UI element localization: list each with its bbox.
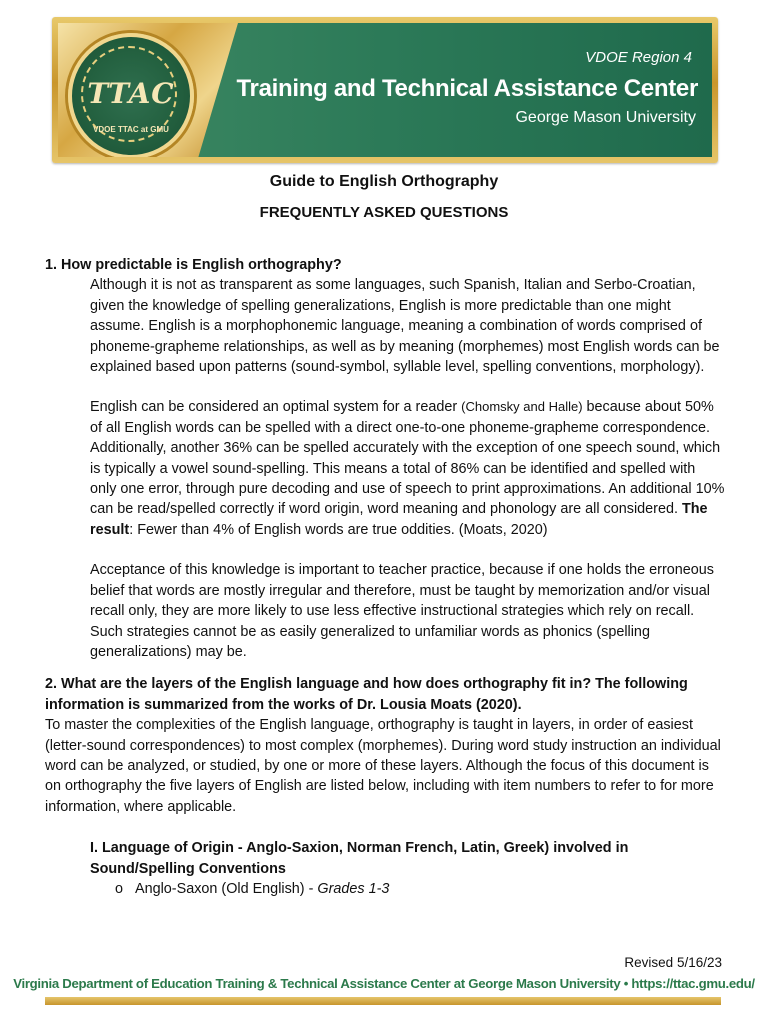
ttac-seal-logo <box>68 33 194 157</box>
list-item-text: Anglo-Saxon (Old English) - <box>135 880 318 897</box>
footer-text: Virginia Department of Education Training & Technical Assistance Center at George Mason University • https://ttac.gmu.edu/ <box>13 976 755 991</box>
q1-p2-citation: (Chomsky and Halle) <box>461 399 583 415</box>
region-label: VDOE Region 4 <box>585 49 692 66</box>
question-2-heading: 2. What are the layers of the English language and how does orthography fit in? The following information is summarized from the works of Dr. Lousia Moats (2020). <box>45 676 688 713</box>
revised-date: Revised 5/16/23 <box>624 955 722 970</box>
q1-paragraph-2 <box>45 397 725 540</box>
list-item <box>45 879 725 899</box>
q1-p2-text-c: : Fewer than 4% of English words are true oddities. (Moats, 2020) <box>129 521 548 538</box>
list-item-grades: Grades 1-3 <box>317 880 390 897</box>
q1-p2-text-b: because about 50% of all English words can be spelled with a direct one-to-one phoneme-grapheme correspondence. Additionally, another 36% can be spelled accurately with the exception of one speech sound, which is typically a vowel sound-spelling. This means a total of 86% can be identified and spelled with only one error, through pure decoding and use of speech to print approximations. An additional 10% can be read/spelled correctly if word origin, word meaning and phonology are all considered. <box>90 399 725 518</box>
q1-paragraph-1: Although it is not as transparent as some languages, such Spanish, Italian and Serbo-Croatian, given the knowledge of spelling generalizations, English is more predictable than one might assume. English is a morphophonemic language, meaning a combination of words comprised of phoneme-grapheme relationships, as well as by meaning (morphemes) most English words can be explained based upon patterns (sound-symbol, syllable level, spelling conventions, morphology). <box>90 277 720 376</box>
university-name: George Mason University <box>515 109 696 126</box>
seal-text: TTAC <box>87 77 175 110</box>
banner-background <box>58 23 712 157</box>
header-banner <box>52 17 718 163</box>
q1-p2-bold: The result <box>90 501 708 538</box>
footer-divider <box>45 997 721 1005</box>
document-body <box>45 255 725 899</box>
q1-paragraph-3: Acceptance of this knowledge is important to teacher practice, because if one holds the erroneous belief that words are mostly irregular and therefore, must be taught by memorization and/or visual recall only, they are more likely to use less effective instructional strategies which rely on recall. Such strategies cannot be as easily generalized to unfamiliar words as phonics (spelling generalizations) may be. <box>90 562 714 660</box>
seal-subtext: VDOE TTAC at GMU <box>93 125 169 134</box>
document-subtitle: FREQUENTLY ASKED QUESTIONS <box>259 204 509 221</box>
document-title: Guide to English Orthography <box>269 173 499 190</box>
center-title: Training and Technical Assistance Center <box>236 75 698 102</box>
q2-paragraph-1: To master the complexities of the English language, orthography is taught in layers, in order of easiest (letter-sound correspondences) to most complex (morphemes). During word study instruction an individual word can be analyzed, or studied, by one or more of these layers. Although the focus of this document is on orthography the five layers of English are listed below, including with item numbers to refer to for more information, where applicable. <box>45 717 721 815</box>
layer-1-heading: I. Language of Origin - Anglo-Saxion, Norman French, Latin, Greek) involved in Sound/Spelling Conventions <box>90 840 629 877</box>
q1-p2-text-a: English can be considered an optimal system for a reader <box>90 399 462 416</box>
hollow-bullet-icon: o <box>115 880 124 897</box>
question-1-heading: 1. How predictable is English orthography? <box>45 257 342 273</box>
